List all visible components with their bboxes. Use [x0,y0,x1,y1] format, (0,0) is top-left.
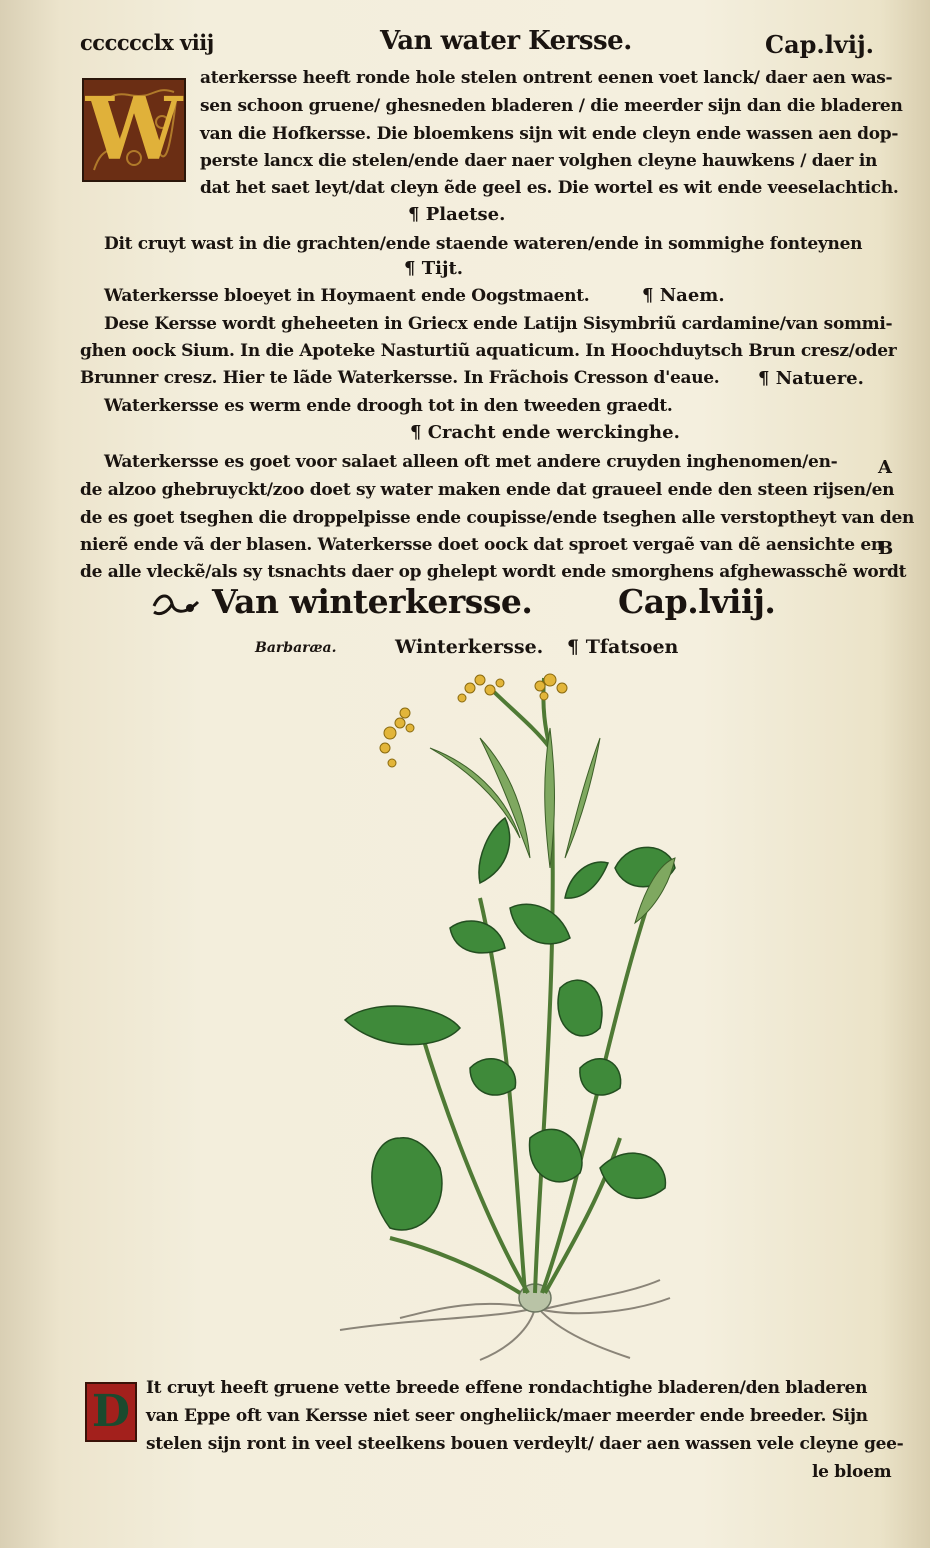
plant-names-row [255,636,775,662]
text-line: van die Hofkersse. Die bloemkens sijn wit ende cleyn ende wassen aen dop- [200,124,899,144]
page-header [80,24,880,70]
text-line: de alzoo ghebruyckt/zoo doet sy water maken ende dat graueel ende den steen rijsen/en [80,480,895,500]
folio-number: cccccclx viij [80,30,214,55]
section-heading-plaetse: ¶ Plaetse. [408,204,506,225]
plant-flowers [380,674,567,767]
plant-roots [340,1280,670,1360]
text-line: de es goet tseghen die droppelpisse ende coupisse/ende tseghen alle verstoptheyt van den [80,508,915,528]
text-line: van Eppe oft van Kersse niet seer ongheliick/maer meerder ende breeder. Sijn [146,1406,868,1426]
decorated-initial-d [85,1382,137,1442]
chapter-number: Cap.lviij. [618,582,776,621]
text-line: de alle vleckẽ/als sy tsnachts daer op ghelept wordt ende smorghens afghewasschẽ wordt [80,562,907,582]
text-line: ghen oock Sium. In die Apoteke Nasturtiũ aquaticum. In Hoochduytsch Brun cresz/oder [80,341,897,361]
section-heading-naem: ¶ Naem. [642,285,725,306]
section-heading-tijt: ¶ Tijt. [404,258,464,279]
initial-letter-w: W [85,79,183,180]
section-heading-natuere: ¶ Natuere. [758,368,864,389]
text-line: sen schoon gruene/ ghesneden bladeren / die meerder sijn dan die bladeren [200,96,903,116]
text-line: le bloem [812,1462,892,1482]
text-line: It cruyt heeft gruene vette breede effene rondachtighe bladeren/den bladeren [146,1378,868,1398]
marginal-letter-b: B [878,538,894,559]
running-title: Van water Kersse. [380,26,632,56]
latin-name: Barbaræa. [255,640,337,656]
chapter-number-heading: Cap.lvij. [764,30,874,59]
fleuron-icon [150,590,202,620]
dutch-name: Winterkersse. [395,636,544,658]
text-line: Waterkersse es goet voor salaet alleen oft met andere cruyden inghenomen/en- [104,452,838,472]
winterkersse-plant-illustration [330,668,690,1368]
text-line: Brunner cresz. Hier te lãde Waterkersse. In Frãchois Cresson d'eaue. [80,368,720,388]
initial-letter-d: D [91,1386,131,1437]
marginal-letter-a: A [878,457,892,478]
text-line: Waterkersse bloeyet in Hoymaent ende Oogstmaent. [104,286,590,306]
text-line: Dit cruyt wast in die grachten/ende staende wateren/ende in sommighe fonteynen [104,234,863,254]
text-line: nierẽ ende vã der blasen. Waterkersse doet oock dat sproet vergaẽ van dẽ aensichte en [80,535,883,555]
section-heading-cracht: ¶ Cracht ende werckinghe. [410,422,680,443]
text-line: stelen sijn ront in veel steelkens bouen verdeylt/ daer aen wassen vele cleyne gee- [146,1434,904,1454]
text-line: aterkersse heeft ronde hole stelen ontrent eenen voet lanck/ daer aen was- [200,68,893,88]
text-line: dat het saet leyt/dat cleyn ẽde geel es. Die wortel es wit ende veeselachtich. [200,178,899,198]
text-line: Waterkersse es werm ende droogh tot in den tweeden graedt. [104,396,673,416]
plant-leaves [345,818,675,1230]
text-line: perste lancx die stelen/ende daer naer volghen cleyne hauwkens / daer in [200,151,878,171]
text-line: Dese Kersse wordt gheheeten in Griecx ende Latijn Sisymbriũ cardamine/van sommi- [104,314,893,334]
figure-label: ¶ Tfatsoen [567,636,679,658]
chapter-title: Van winterkersse. [212,582,533,621]
chapter-heading [150,582,810,632]
decorated-initial-w [82,78,186,182]
